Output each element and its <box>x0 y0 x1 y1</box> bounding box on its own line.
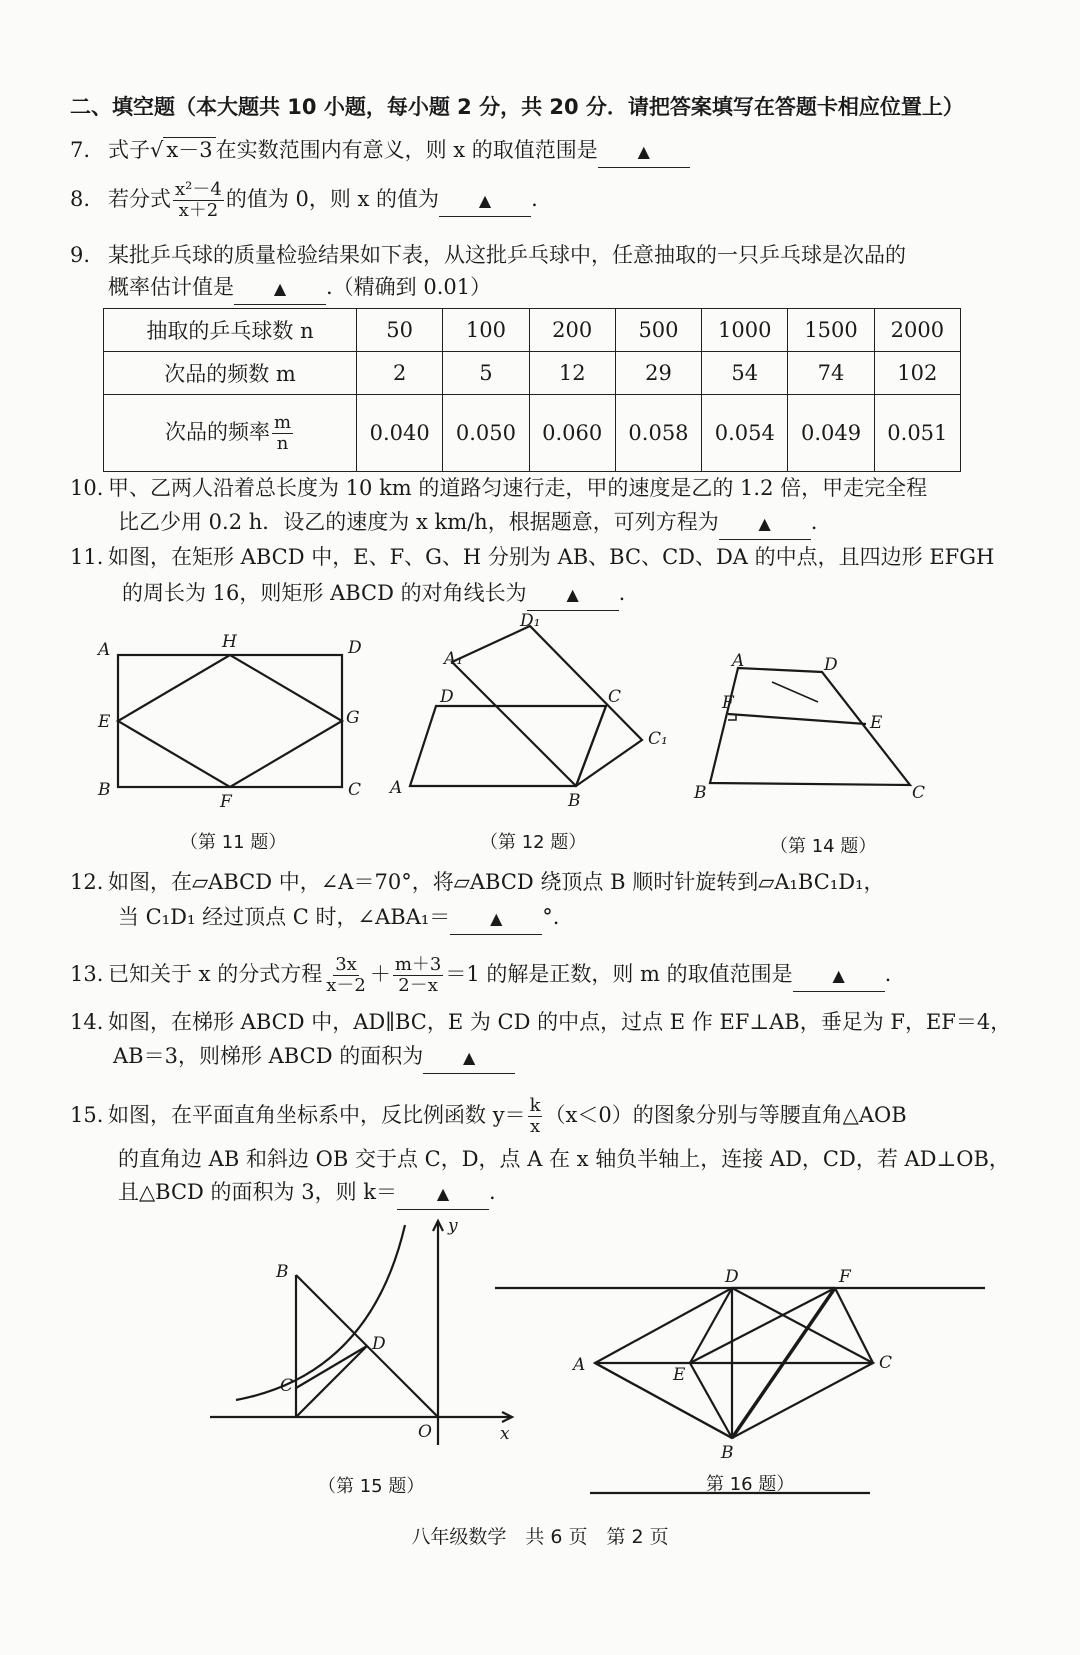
table-cell: 0.054 <box>702 395 788 472</box>
figure-14 <box>690 650 950 803</box>
segment-bc <box>576 706 606 786</box>
table-row <box>104 352 961 395</box>
table-row-label <box>104 395 357 472</box>
figure-14-caption: （第 14 题） <box>770 836 877 857</box>
q13-fraction-1 <box>324 955 368 996</box>
q10-line1: 甲、乙两人沿着总长度为 10 km 的道路匀速行走，甲的速度是乙的 1.2 倍，甲走完全程 <box>108 476 928 500</box>
blank-triangle-icon: ▲ <box>490 909 503 928</box>
label-c: C <box>912 783 926 803</box>
label-b: B <box>568 791 581 811</box>
label-d: D <box>824 655 838 675</box>
label-f: F <box>220 792 232 812</box>
label-e: E <box>98 712 111 732</box>
label-c: C <box>348 780 362 800</box>
table-cell: 0.050 <box>443 395 529 472</box>
table-cell: 54 <box>702 352 788 395</box>
question-number: 11. <box>70 545 104 569</box>
figure-16-caption: 第 16 题） <box>706 1474 795 1495</box>
question-14-line2 <box>113 1041 515 1074</box>
q15-y-eq: y＝ <box>492 1103 526 1127</box>
figure-15-caption: （第 15 题） <box>318 1476 425 1497</box>
label-b: B <box>721 1443 734 1463</box>
q10-line2-pre: 比乙少用 0.2 h．设乙的速度为 x km/h，根据题意，可列方程为 <box>118 510 719 534</box>
table-cell: 50 <box>357 309 443 352</box>
blank-triangle-icon: ▲ <box>463 1048 476 1067</box>
table-row-label: 抽取的乒乓球数 n <box>104 309 357 352</box>
question-number: 14. <box>70 1010 104 1034</box>
blank-triangle-icon: ▲ <box>566 585 579 604</box>
sqrt-sign: √ <box>150 138 164 162</box>
answer-blank <box>598 135 690 168</box>
blank-triangle-icon: ▲ <box>273 279 287 298</box>
label-c: C <box>879 1353 893 1373</box>
figure-12 <box>390 611 680 811</box>
q15-text-post: （x＜0）的图象分别与等腰直角△AOB <box>544 1103 907 1127</box>
label-a: A <box>573 1355 586 1375</box>
blank-triangle-icon: ▲ <box>478 191 492 210</box>
q12-line1: 如图，在▱ABCD 中，∠A＝70°，将▱ABCD 绕顶点 B 顺时针旋转到▱A₁BC₁D₁， <box>108 870 885 894</box>
rect-abcd <box>118 655 342 787</box>
question-number: 13. <box>70 962 104 986</box>
label-x: x <box>500 1424 510 1444</box>
table-cell: 74 <box>788 352 874 395</box>
table-row <box>104 309 961 352</box>
label-c: C <box>608 687 622 707</box>
q14-line1: 如图，在梯形 ABCD 中，AD∥BC，E 为 CD 的中点，过点 E 作 EF⊥AB，垂足为 F，EF＝4， <box>108 1010 1012 1034</box>
question-13 <box>70 955 891 996</box>
q7-radicand: x－3 <box>163 137 215 162</box>
question-number: 10. <box>70 476 104 500</box>
q15-f-num: k <box>529 1095 541 1116</box>
q14-line2-pre: AB＝3，则梯形 ABCD 的面积为 <box>113 1044 424 1068</box>
question-14-line1 <box>70 1007 1011 1037</box>
label-h: H <box>222 632 237 652</box>
q15-end: . <box>489 1180 496 1204</box>
question-8 <box>70 180 538 221</box>
label-a1: A₁ <box>444 649 464 669</box>
question-9-line1 <box>70 240 906 270</box>
q13-f2-num: m＋3 <box>394 954 442 975</box>
q7-text-post: 在实数范围内有意义，则 x 的取值范围是 <box>215 138 598 162</box>
q9-data-table <box>103 308 961 472</box>
label-c1: C₁ <box>648 729 668 749</box>
q8-text-post: 的值为 0，则 x 的值为 <box>225 187 440 211</box>
table-cell: 102 <box>874 352 960 395</box>
q13-text-post: ＝1 的解是正数，则 m 的取值范围是 <box>445 962 793 986</box>
blank-triangle-icon: ▲ <box>436 1184 450 1203</box>
q12-line2-pre: 当 C₁D₁ 经过顶点 C 时，∠ABA₁＝ <box>118 905 451 929</box>
question-11-line2 <box>122 578 625 611</box>
q13-f1-den: x－2 <box>326 975 366 996</box>
answer-blank <box>234 272 326 305</box>
label-b: B <box>276 1262 289 1282</box>
answer-blank <box>423 1041 515 1074</box>
blank-triangle-icon: ▲ <box>637 142 650 161</box>
question-number: 9. <box>70 243 91 267</box>
label-e: E <box>673 1365 686 1385</box>
table-cell: 5 <box>443 352 529 395</box>
question-number: 8. <box>70 187 91 211</box>
row3-fraction <box>272 413 293 454</box>
label-d: D <box>725 1267 739 1287</box>
label-y: y <box>448 1216 458 1236</box>
label-f: F <box>722 693 734 713</box>
label-d1: D₁ <box>520 611 541 631</box>
segment-ef <box>728 714 866 724</box>
q8-numerator: x²－4 <box>175 179 222 200</box>
table-cell: 2 <box>357 352 443 395</box>
label-o: O <box>418 1422 432 1442</box>
q8-fraction <box>173 180 224 221</box>
q15-line3-pre: 且△BCD 的面积为 3，则 k＝ <box>118 1180 397 1204</box>
label-f: F <box>839 1267 851 1287</box>
label-a: A <box>390 778 403 798</box>
label-d: D <box>372 1334 386 1354</box>
question-12-line1 <box>70 867 885 897</box>
table-cell: 0.058 <box>615 395 701 472</box>
stray-mark <box>772 682 818 702</box>
label-b: B <box>694 783 707 803</box>
blank-triangle-icon: ▲ <box>832 966 845 985</box>
q15-text-pre: 如图，在平面直角坐标系中，反比例函数 <box>108 1103 486 1127</box>
answer-blank <box>450 902 542 935</box>
question-number: 7. <box>70 138 91 162</box>
figure-15 <box>200 1215 520 1455</box>
question-number: 12. <box>70 870 104 894</box>
table-cell: 0.051 <box>874 395 960 472</box>
table-cell: 1500 <box>788 309 874 352</box>
question-10-line2 <box>118 507 817 540</box>
page-footer: 八年级数学 共 6 页 第 2 页 <box>411 1526 669 1548</box>
table-cell: 29 <box>615 352 701 395</box>
question-number: 15. <box>70 1103 104 1127</box>
table-cell: 1000 <box>702 309 788 352</box>
q11-line1: 如图，在矩形 ABCD 中，E、F、G、H 分别为 AB、BC、CD、DA 的中点，且四边形 EFGH <box>108 545 995 569</box>
table-cell: 0.060 <box>529 395 615 472</box>
q12-end: °. <box>542 905 560 929</box>
q15-f-den: x <box>529 1116 541 1137</box>
section-heading: 二、填空题（本大题共 10 小题，每小题 2 分，共 20 分．请把答案填写在答题卡相应位置上） <box>70 95 964 119</box>
table-cell: 200 <box>529 309 615 352</box>
question-10-line1 <box>70 473 927 503</box>
q7-text-pre: 式子 <box>108 138 150 162</box>
q8-end: . <box>531 187 538 211</box>
table-cell: 12 <box>529 352 615 395</box>
label-a: A <box>98 640 111 660</box>
table-cell: 0.049 <box>788 395 874 472</box>
q13-text-pre: 已知关于 x 的分式方程 <box>108 962 323 986</box>
blank-triangle-icon: ▲ <box>758 514 771 533</box>
answer-blank <box>719 507 811 540</box>
table-row <box>104 395 961 472</box>
figure-11-caption: （第 11 题） <box>180 832 287 853</box>
question-15-line3 <box>118 1177 496 1210</box>
table-cell: 2000 <box>874 309 960 352</box>
table-cell: 500 <box>615 309 701 352</box>
question-12-line2 <box>118 902 559 935</box>
row3-label-text: 次品的频率 <box>164 419 270 444</box>
label-d: D <box>440 687 454 707</box>
table-cell: 0.040 <box>357 395 443 472</box>
q13-plus: ＋ <box>369 962 391 986</box>
q8-text-pre: 若分式 <box>108 187 171 211</box>
question-9-line2 <box>108 272 491 305</box>
label-e: E <box>870 713 883 733</box>
figure-16 <box>495 1268 995 1498</box>
q9-line2-post: .（精确到 0.01） <box>326 275 492 299</box>
row3-num: m <box>273 411 292 433</box>
q13-end: . <box>884 962 892 986</box>
q11-line2-pre: 的周长为 16，则矩形 ABCD 的对角线长为 <box>122 581 527 605</box>
q15-line2: 的直角边 AB 和斜边 OB 交于点 C，D，点 A 在 x 轴负半轴上，连接 AD，CD，若 AD⊥OB， <box>118 1147 1010 1171</box>
table-cell: 100 <box>443 309 529 352</box>
answer-blank <box>397 1177 489 1210</box>
label-a: A <box>732 651 745 671</box>
figure-12-caption: （第 12 题） <box>480 832 587 853</box>
q11-end: . <box>618 581 626 605</box>
q13-f2-den: 2－x <box>398 975 438 996</box>
figure-11 <box>90 625 370 825</box>
row3-den: n <box>276 432 289 454</box>
q9-line1: 某批乒乓球的质量检验结果如下表，从这批乒乓球中，任意抽取的一只乒乓球是次品的 <box>108 243 906 267</box>
q15-fraction <box>528 1096 543 1137</box>
q13-fraction-2 <box>393 955 444 996</box>
table-row-label: 次品的频数 m <box>104 352 357 395</box>
question-15-line1 <box>70 1096 907 1137</box>
q13-f1-num: 3x <box>335 954 357 975</box>
label-g: G <box>346 708 360 728</box>
q10-end: . <box>810 510 818 534</box>
answer-blank <box>793 959 885 992</box>
answer-blank <box>439 184 531 217</box>
question-7 <box>70 135 690 168</box>
question-15-line2 <box>118 1144 1010 1174</box>
q9-line2-pre: 概率估计值是 <box>108 275 234 299</box>
quad-efgh <box>118 655 342 787</box>
answer-blank <box>527 578 619 611</box>
question-11-line1 <box>70 542 994 572</box>
label-d: D <box>348 638 362 658</box>
q8-denominator: x＋2 <box>178 200 219 221</box>
label-b: B <box>98 780 111 800</box>
label-c: C <box>280 1376 294 1396</box>
